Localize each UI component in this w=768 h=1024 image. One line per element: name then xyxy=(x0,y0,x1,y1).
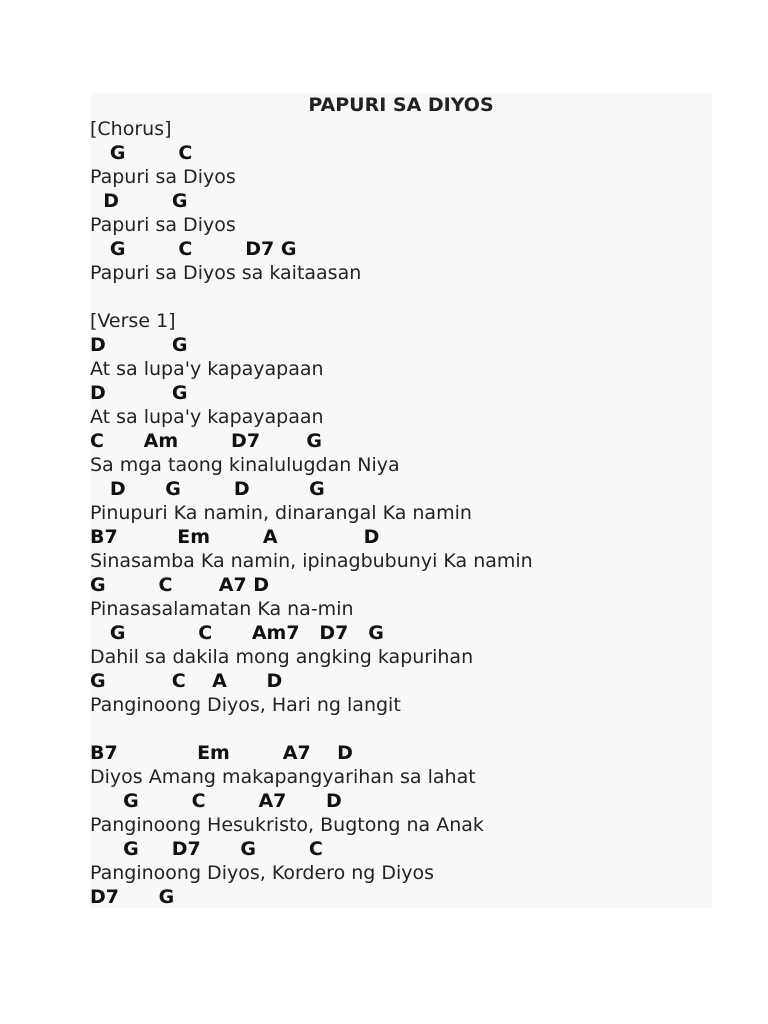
chord-line: D G D G xyxy=(90,478,325,500)
chord-line: G C D7 G xyxy=(90,238,297,260)
lyric-line: Papuri sa Diyos sa kaitaasan xyxy=(90,262,362,284)
lyric-line: Pinupuri Ka namin, dinarangal Ka namin xyxy=(90,502,472,524)
lyric-line: Papuri sa Diyos xyxy=(90,166,236,188)
chord-line: G C xyxy=(90,142,193,164)
chord-line: D G xyxy=(90,382,188,404)
lyric-line: At sa lupa'y kapayapaan xyxy=(90,358,324,380)
lyric-line: Diyos Amang makapangyarihan sa lahat xyxy=(90,766,476,788)
lyric-line: At sa lupa'y kapayapaan xyxy=(90,406,324,428)
blank-line xyxy=(90,717,712,741)
chord-line: G C A7 D xyxy=(90,574,270,596)
song-lines xyxy=(90,117,712,908)
chord-line: B7 Em A7 D xyxy=(90,742,353,764)
lyric-line: Papuri sa Diyos xyxy=(90,214,236,236)
lyric-line: [Chorus] xyxy=(90,118,172,140)
lyric-line: [Verse 1] xyxy=(90,310,176,332)
chord-line: B7 Em A D xyxy=(90,526,380,548)
lyrics-sheet xyxy=(90,93,712,908)
song-title: PAPURI SA DIYOS xyxy=(308,94,494,116)
lyric-line: Sa mga taong kinalulugdan Niya xyxy=(90,454,400,476)
chord-line: D G xyxy=(90,190,188,212)
lyric-line: Sinasamba Ka namin, ipinagbubunyi Ka namin xyxy=(90,550,533,572)
lyric-line: Panginoong Diyos, Hari ng langit xyxy=(90,694,401,716)
chord-line: G C A D xyxy=(90,670,283,692)
lyric-line: Panginoong Diyos, Kordero ng Diyos xyxy=(90,862,435,884)
lyric-line: Dahil sa dakila mong angking kapurihan xyxy=(90,646,474,668)
lyric-line: Panginoong Hesukristo, Bugtong na Anak xyxy=(90,814,484,836)
lyric-line: Pinasasalamatan Ka na-min xyxy=(90,598,354,620)
chord-line: D G xyxy=(90,334,188,356)
chord-line: D7 G xyxy=(90,886,175,908)
chord-line: C Am D7 G xyxy=(90,430,322,452)
blank-line xyxy=(90,285,712,309)
chord-line: G C Am7 D7 G xyxy=(90,622,384,644)
chord-line: G D7 G C xyxy=(90,838,323,860)
chord-line: G C A7 D xyxy=(90,790,342,812)
